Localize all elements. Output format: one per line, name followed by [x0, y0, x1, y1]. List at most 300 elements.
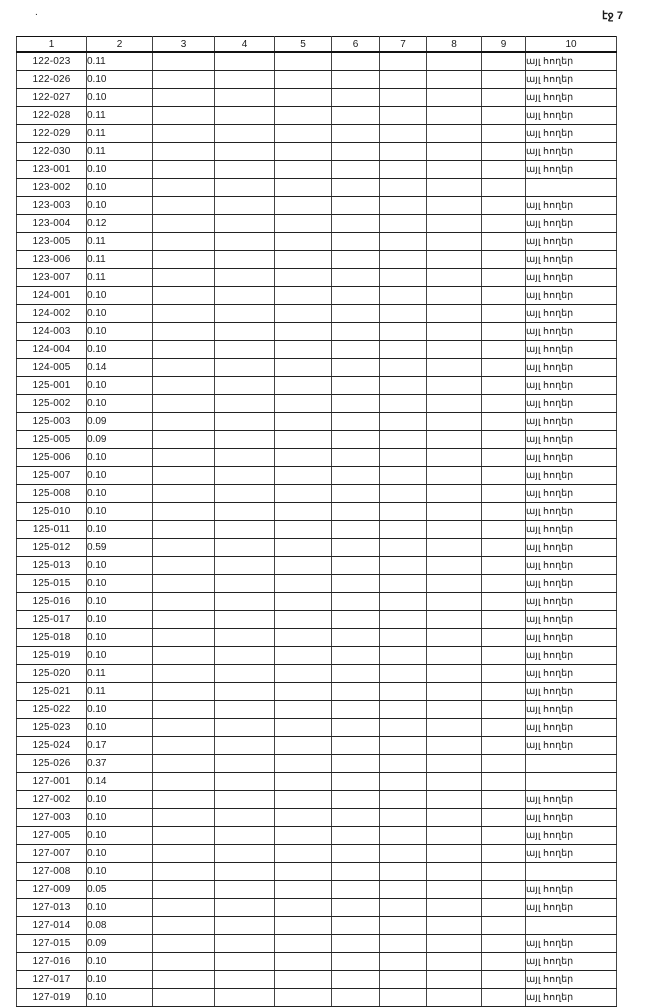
empty-cell-col-7	[380, 575, 427, 593]
empty-cell-col-8	[427, 953, 482, 971]
empty-cell-col-8	[427, 449, 482, 467]
empty-cell-col-4	[215, 71, 275, 89]
empty-cell-col-9	[482, 485, 526, 503]
empty-cell-col-7	[380, 989, 427, 1007]
empty-cell-col-3	[153, 431, 215, 449]
empty-cell-col-6	[332, 305, 380, 323]
empty-cell-col-4	[215, 719, 275, 737]
empty-cell-col-8	[427, 89, 482, 107]
table-row	[17, 755, 617, 773]
empty-cell-col-9	[482, 809, 526, 827]
empty-cell-col-3	[153, 52, 215, 71]
empty-cell-col-8	[427, 737, 482, 755]
empty-cell-col-6	[332, 125, 380, 143]
empty-cell-col-6	[332, 413, 380, 431]
empty-cell-col-8	[427, 341, 482, 359]
empty-cell-col-4	[215, 881, 275, 899]
land-type-cell: այլ հողեր	[526, 701, 617, 719]
parcel-area-cell: 0.10	[87, 971, 153, 989]
table-row	[17, 71, 617, 89]
empty-cell-col-5	[275, 377, 332, 395]
empty-cell-col-3	[153, 305, 215, 323]
empty-cell-col-5	[275, 485, 332, 503]
table-row	[17, 52, 617, 71]
parcel-code-cell: 123-005	[17, 233, 87, 251]
empty-cell-col-6	[332, 215, 380, 233]
parcel-code-cell: 124-003	[17, 323, 87, 341]
empty-cell-col-3	[153, 71, 215, 89]
empty-cell-col-6	[332, 557, 380, 575]
table-row	[17, 251, 617, 269]
parcel-code-cell: 127-005	[17, 827, 87, 845]
parcel-code-cell: 125-002	[17, 395, 87, 413]
empty-cell-col-5	[275, 125, 332, 143]
empty-cell-col-5	[275, 899, 332, 917]
empty-cell-col-4	[215, 827, 275, 845]
table-row	[17, 917, 617, 935]
land-type-cell: այլ հողեր	[526, 557, 617, 575]
parcel-area-cell: 0.10	[87, 989, 153, 1007]
empty-cell-col-6	[332, 755, 380, 773]
empty-cell-col-9	[482, 989, 526, 1007]
empty-cell-col-7	[380, 593, 427, 611]
empty-cell-col-5	[275, 593, 332, 611]
empty-cell-col-4	[215, 323, 275, 341]
parcel-code-cell: 125-006	[17, 449, 87, 467]
land-type-cell: այլ հողեր	[526, 161, 617, 179]
parcel-area-cell: 0.05	[87, 881, 153, 899]
empty-cell-col-3	[153, 197, 215, 215]
parcel-code-cell: 122-026	[17, 71, 87, 89]
parcel-area-cell: 0.10	[87, 485, 153, 503]
land-type-cell: այլ հողեր	[526, 125, 617, 143]
empty-cell-col-3	[153, 539, 215, 557]
empty-cell-col-3	[153, 989, 215, 1007]
empty-cell-col-3	[153, 701, 215, 719]
empty-cell-col-4	[215, 52, 275, 71]
parcel-area-cell: 0.11	[87, 665, 153, 683]
empty-cell-col-6	[332, 773, 380, 791]
empty-cell-col-6	[332, 287, 380, 305]
parcel-code-cell: 123-004	[17, 215, 87, 233]
empty-cell-col-7	[380, 863, 427, 881]
empty-cell-col-9	[482, 899, 526, 917]
empty-cell-col-5	[275, 683, 332, 701]
table-row	[17, 647, 617, 665]
empty-cell-col-6	[332, 467, 380, 485]
empty-cell-col-6	[332, 575, 380, 593]
land-type-cell: այլ հողեր	[526, 521, 617, 539]
empty-cell-col-3	[153, 413, 215, 431]
parcel-area-cell: 0.17	[87, 737, 153, 755]
empty-cell-col-7	[380, 431, 427, 449]
empty-cell-col-5	[275, 89, 332, 107]
empty-cell-col-5	[275, 287, 332, 305]
empty-cell-col-7	[380, 719, 427, 737]
empty-cell-col-5	[275, 233, 332, 251]
land-type-cell	[526, 863, 617, 881]
empty-cell-col-8	[427, 143, 482, 161]
column-header-7: 7	[380, 37, 427, 53]
parcel-code-cell: 124-002	[17, 305, 87, 323]
parcel-code-cell: 124-001	[17, 287, 87, 305]
empty-cell-col-9	[482, 323, 526, 341]
empty-cell-col-6	[332, 107, 380, 125]
empty-cell-col-9	[482, 575, 526, 593]
parcel-area-cell: 0.10	[87, 161, 153, 179]
empty-cell-col-3	[153, 773, 215, 791]
empty-cell-col-6	[332, 809, 380, 827]
empty-cell-col-4	[215, 863, 275, 881]
land-type-cell: այլ հողեր	[526, 809, 617, 827]
empty-cell-col-5	[275, 107, 332, 125]
empty-cell-col-4	[215, 917, 275, 935]
empty-cell-col-9	[482, 665, 526, 683]
empty-cell-col-6	[332, 341, 380, 359]
land-type-cell: այլ հողեր	[526, 269, 617, 287]
table-row	[17, 539, 617, 557]
parcel-area-cell: 0.10	[87, 323, 153, 341]
empty-cell-col-7	[380, 449, 427, 467]
empty-cell-col-6	[332, 395, 380, 413]
empty-cell-col-9	[482, 233, 526, 251]
table-row	[17, 215, 617, 233]
empty-cell-col-4	[215, 647, 275, 665]
empty-cell-col-6	[332, 629, 380, 647]
empty-cell-col-9	[482, 701, 526, 719]
table-row	[17, 89, 617, 107]
parcel-code-cell: 127-001	[17, 773, 87, 791]
empty-cell-col-4	[215, 611, 275, 629]
land-type-cell: այլ հողեր	[526, 899, 617, 917]
empty-cell-col-7	[380, 539, 427, 557]
parcel-area-cell: 0.11	[87, 251, 153, 269]
header-row	[17, 37, 617, 53]
land-type-cell: այլ հողեր	[526, 467, 617, 485]
parcel-code-cell: 127-009	[17, 881, 87, 899]
empty-cell-col-5	[275, 71, 332, 89]
empty-cell-col-3	[153, 359, 215, 377]
empty-cell-col-5	[275, 881, 332, 899]
empty-cell-col-6	[332, 683, 380, 701]
table-row	[17, 683, 617, 701]
parcel-code-cell: 122-023	[17, 52, 87, 71]
empty-cell-col-6	[332, 269, 380, 287]
land-type-cell: այլ հողեր	[526, 989, 617, 1007]
empty-cell-col-8	[427, 701, 482, 719]
table-row	[17, 233, 617, 251]
empty-cell-col-8	[427, 971, 482, 989]
empty-cell-col-3	[153, 665, 215, 683]
empty-cell-col-3	[153, 341, 215, 359]
empty-cell-col-8	[427, 593, 482, 611]
parcel-code-cell: 125-024	[17, 737, 87, 755]
empty-cell-col-7	[380, 143, 427, 161]
table-row	[17, 629, 617, 647]
land-type-cell: այլ հողեր	[526, 305, 617, 323]
parcel-area-cell: 0.12	[87, 215, 153, 233]
empty-cell-col-8	[427, 485, 482, 503]
empty-cell-col-5	[275, 143, 332, 161]
table-row	[17, 449, 617, 467]
empty-cell-col-5	[275, 845, 332, 863]
parcel-area-cell: 0.10	[87, 809, 153, 827]
parcel-area-cell: 0.10	[87, 557, 153, 575]
land-parcel-table	[16, 36, 617, 1007]
empty-cell-col-9	[482, 359, 526, 377]
parcel-code-cell: 127-008	[17, 863, 87, 881]
empty-cell-col-6	[332, 737, 380, 755]
table-row	[17, 287, 617, 305]
table-row	[17, 143, 617, 161]
empty-cell-col-6	[332, 377, 380, 395]
empty-cell-col-5	[275, 827, 332, 845]
empty-cell-col-8	[427, 233, 482, 251]
table-row	[17, 935, 617, 953]
empty-cell-col-7	[380, 953, 427, 971]
empty-cell-col-3	[153, 269, 215, 287]
empty-cell-col-8	[427, 989, 482, 1007]
table-row	[17, 971, 617, 989]
empty-cell-col-5	[275, 935, 332, 953]
land-type-cell: այլ հողեր	[526, 845, 617, 863]
empty-cell-col-5	[275, 971, 332, 989]
parcel-code-cell: 123-007	[17, 269, 87, 287]
empty-cell-col-4	[215, 953, 275, 971]
empty-cell-col-7	[380, 503, 427, 521]
empty-cell-col-8	[427, 863, 482, 881]
empty-cell-col-8	[427, 467, 482, 485]
empty-cell-col-6	[332, 665, 380, 683]
land-type-cell: այլ հողեր	[526, 611, 617, 629]
table-row	[17, 845, 617, 863]
column-header-8: 8	[427, 37, 482, 53]
empty-cell-col-3	[153, 143, 215, 161]
empty-cell-col-6	[332, 233, 380, 251]
table-row	[17, 431, 617, 449]
empty-cell-col-6	[332, 449, 380, 467]
empty-cell-col-7	[380, 233, 427, 251]
empty-cell-col-5	[275, 251, 332, 269]
empty-cell-col-5	[275, 575, 332, 593]
empty-cell-col-5	[275, 737, 332, 755]
empty-cell-col-8	[427, 395, 482, 413]
empty-cell-col-5	[275, 467, 332, 485]
empty-cell-col-4	[215, 395, 275, 413]
empty-cell-col-4	[215, 755, 275, 773]
parcel-area-cell: 0.10	[87, 953, 153, 971]
empty-cell-col-7	[380, 773, 427, 791]
empty-cell-col-5	[275, 431, 332, 449]
empty-cell-col-7	[380, 179, 427, 197]
empty-cell-col-7	[380, 413, 427, 431]
empty-cell-col-6	[332, 647, 380, 665]
table-row	[17, 377, 617, 395]
parcel-code-cell: 125-023	[17, 719, 87, 737]
empty-cell-col-8	[427, 305, 482, 323]
empty-cell-col-3	[153, 737, 215, 755]
land-type-cell: այլ հողեր	[526, 881, 617, 899]
empty-cell-col-5	[275, 305, 332, 323]
table-row	[17, 827, 617, 845]
parcel-area-cell: 0.10	[87, 395, 153, 413]
empty-cell-col-9	[482, 737, 526, 755]
empty-cell-col-3	[153, 575, 215, 593]
land-type-cell: այլ հողեր	[526, 52, 617, 71]
empty-cell-col-8	[427, 269, 482, 287]
parcel-area-cell: 0.10	[87, 611, 153, 629]
empty-cell-col-9	[482, 503, 526, 521]
empty-cell-col-7	[380, 845, 427, 863]
empty-cell-col-3	[153, 791, 215, 809]
empty-cell-col-7	[380, 305, 427, 323]
empty-cell-col-6	[332, 611, 380, 629]
empty-cell-col-9	[482, 539, 526, 557]
empty-cell-col-7	[380, 809, 427, 827]
empty-cell-col-8	[427, 52, 482, 71]
empty-cell-col-8	[427, 557, 482, 575]
table-row	[17, 557, 617, 575]
parcel-area-cell: 0.09	[87, 431, 153, 449]
empty-cell-col-4	[215, 593, 275, 611]
empty-cell-col-5	[275, 557, 332, 575]
table-row	[17, 269, 617, 287]
empty-cell-col-4	[215, 575, 275, 593]
empty-cell-col-5	[275, 197, 332, 215]
empty-cell-col-6	[332, 953, 380, 971]
empty-cell-col-9	[482, 305, 526, 323]
empty-cell-col-3	[153, 233, 215, 251]
empty-cell-col-6	[332, 323, 380, 341]
empty-cell-col-6	[332, 179, 380, 197]
empty-cell-col-7	[380, 52, 427, 71]
land-type-cell: այլ հողեր	[526, 215, 617, 233]
parcel-area-cell: 0.10	[87, 863, 153, 881]
empty-cell-col-9	[482, 881, 526, 899]
parcel-code-cell: 123-001	[17, 161, 87, 179]
empty-cell-col-4	[215, 215, 275, 233]
parcel-area-cell: 0.10	[87, 521, 153, 539]
empty-cell-col-8	[427, 773, 482, 791]
land-type-cell: այլ հողեր	[526, 791, 617, 809]
empty-cell-col-6	[332, 899, 380, 917]
empty-cell-col-9	[482, 161, 526, 179]
table-row	[17, 953, 617, 971]
empty-cell-col-4	[215, 539, 275, 557]
parcel-code-cell: 127-015	[17, 935, 87, 953]
empty-cell-col-3	[153, 953, 215, 971]
empty-cell-col-9	[482, 215, 526, 233]
parcel-code-cell: 125-018	[17, 629, 87, 647]
empty-cell-col-7	[380, 611, 427, 629]
empty-cell-col-7	[380, 287, 427, 305]
land-type-cell: այլ հողեր	[526, 287, 617, 305]
empty-cell-col-7	[380, 125, 427, 143]
land-type-cell	[526, 773, 617, 791]
empty-cell-col-5	[275, 539, 332, 557]
parcel-code-cell: 125-003	[17, 413, 87, 431]
empty-cell-col-8	[427, 845, 482, 863]
empty-cell-col-8	[427, 125, 482, 143]
parcel-code-cell: 123-006	[17, 251, 87, 269]
land-type-cell: այլ հողեր	[526, 971, 617, 989]
empty-cell-col-8	[427, 917, 482, 935]
table-row	[17, 719, 617, 737]
empty-cell-col-9	[482, 395, 526, 413]
column-header-6: 6	[332, 37, 380, 53]
empty-cell-col-9	[482, 845, 526, 863]
table-row	[17, 125, 617, 143]
parcel-area-cell: 0.10	[87, 341, 153, 359]
empty-cell-col-8	[427, 809, 482, 827]
parcel-code-cell: 122-029	[17, 125, 87, 143]
parcel-area-cell: 0.10	[87, 287, 153, 305]
table-row	[17, 701, 617, 719]
empty-cell-col-3	[153, 863, 215, 881]
parcel-code-cell: 122-030	[17, 143, 87, 161]
table-row	[17, 593, 617, 611]
empty-cell-col-7	[380, 215, 427, 233]
empty-cell-col-6	[332, 503, 380, 521]
empty-cell-col-3	[153, 125, 215, 143]
empty-cell-col-8	[427, 503, 482, 521]
land-type-cell: այլ հողեր	[526, 89, 617, 107]
empty-cell-col-8	[427, 431, 482, 449]
empty-cell-col-4	[215, 989, 275, 1007]
column-header-3: 3	[153, 37, 215, 53]
empty-cell-col-9	[482, 287, 526, 305]
empty-cell-col-5	[275, 773, 332, 791]
parcel-code-cell: 127-014	[17, 917, 87, 935]
parcel-area-cell: 0.10	[87, 503, 153, 521]
table-row	[17, 395, 617, 413]
land-type-cell: այլ հողեր	[526, 233, 617, 251]
empty-cell-col-5	[275, 413, 332, 431]
empty-cell-col-9	[482, 197, 526, 215]
empty-cell-col-9	[482, 755, 526, 773]
table-row	[17, 773, 617, 791]
empty-cell-col-3	[153, 809, 215, 827]
empty-cell-col-9	[482, 413, 526, 431]
parcel-area-cell: 0.10	[87, 845, 153, 863]
empty-cell-col-3	[153, 107, 215, 125]
empty-cell-col-9	[482, 827, 526, 845]
empty-cell-col-4	[215, 143, 275, 161]
table-row	[17, 161, 617, 179]
empty-cell-col-7	[380, 161, 427, 179]
empty-cell-col-5	[275, 665, 332, 683]
empty-cell-col-9	[482, 52, 526, 71]
empty-cell-col-3	[153, 503, 215, 521]
parcel-code-cell: 127-016	[17, 953, 87, 971]
empty-cell-col-9	[482, 251, 526, 269]
empty-cell-col-4	[215, 413, 275, 431]
table-row	[17, 899, 617, 917]
land-type-cell: այլ հողեր	[526, 431, 617, 449]
empty-cell-col-9	[482, 863, 526, 881]
empty-cell-col-7	[380, 629, 427, 647]
land-type-cell: այլ հողեր	[526, 71, 617, 89]
empty-cell-col-9	[482, 125, 526, 143]
land-type-cell: այլ հողեր	[526, 935, 617, 953]
land-type-cell: այլ հողեր	[526, 413, 617, 431]
empty-cell-col-5	[275, 52, 332, 71]
parcel-code-cell: 127-003	[17, 809, 87, 827]
empty-cell-col-9	[482, 683, 526, 701]
empty-cell-col-5	[275, 161, 332, 179]
land-type-cell: այլ հողեր	[526, 953, 617, 971]
empty-cell-col-5	[275, 863, 332, 881]
